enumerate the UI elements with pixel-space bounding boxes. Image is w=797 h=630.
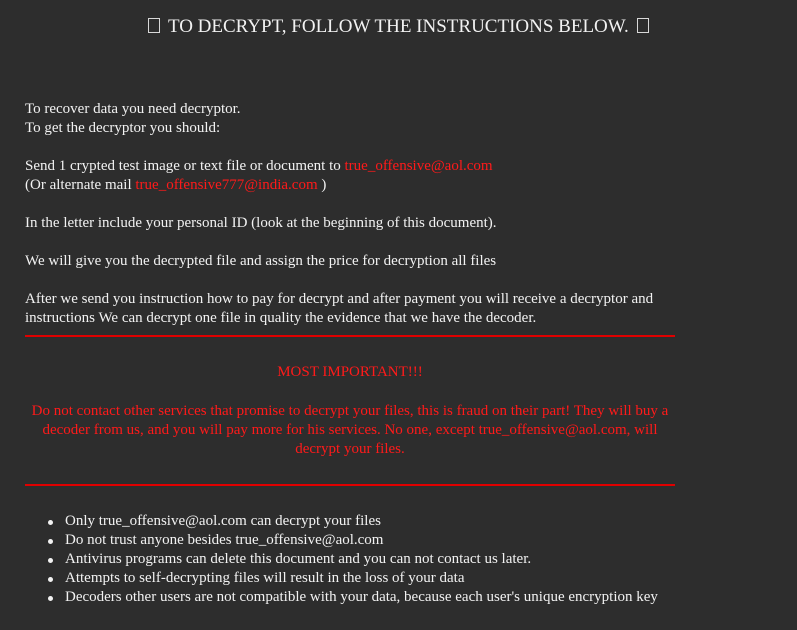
list-item — [25, 550, 658, 569]
list-item-text: Attempts to self-decrypting files will result in the loss of your data — [65, 570, 465, 586]
most-important-heading: MOST IMPORTANT!!! — [277, 364, 423, 380]
list-item — [25, 569, 658, 588]
warning-line-3: decrypt your files. — [295, 441, 405, 457]
list-item-text: Antivirus programs can delete this document and you can not contact us later. — [65, 551, 532, 567]
alternate-mail-prefix: (Or alternate mail — [25, 177, 132, 193]
bottom-divider — [25, 484, 675, 486]
send-instruction — [25, 157, 685, 176]
primary-email: true_offensive@aol.com — [344, 158, 493, 174]
page-title — [0, 16, 797, 38]
warning-line-2: decoder from us, and you will pay more for his services. No one, except true_offensive@aol.com, will — [42, 422, 658, 438]
list-item — [25, 512, 658, 531]
instructions-content — [25, 100, 685, 328]
intro-line-2: To get the decryptor you should: — [25, 120, 221, 136]
alternate-email: true_offensive777@india.com — [135, 177, 318, 193]
warning-line-1: Do not contact other services that promise to decrypt your files, this is fraud on their part! They will buy a — [31, 403, 669, 419]
page-title-text: TO DECRYPT, FOLLOW THE INSTRUCTIONS BELOW. — [167, 16, 629, 37]
rules-list — [25, 512, 658, 607]
send-text: Send 1 crypted test image or text file or document to — [25, 158, 341, 174]
decrypted-file-paragraph: We will give you the decrypted file and assign the price for decryption all files — [25, 253, 497, 269]
alternate-mail-line — [25, 176, 685, 195]
payment-paragraph-line-1: After we send you instruction how to pay for decrypt and after payment you will receive a decryptor and — [25, 291, 654, 307]
personal-id-paragraph: In the letter include your personal ID (look at the beginning of this document). — [25, 215, 497, 231]
bullet-icon — [48, 520, 53, 525]
intro-line-1: To recover data you need decryptor. — [25, 101, 241, 117]
list-item — [25, 531, 658, 550]
list-item-text: Only true_offensive@aol.com can decrypt your files — [65, 513, 381, 529]
list-item-text: Decoders other users are not compatible with your data, because each user's unique encryption key — [65, 589, 658, 605]
payment-paragraph-line-2: instructions We can decrypt one file in quality the evidence that we have the decoder. — [25, 310, 537, 326]
bullet-icon — [48, 558, 53, 563]
alternate-mail-suffix: ) — [321, 177, 327, 193]
most-important-warning — [25, 402, 675, 459]
unknown-glyph-icon — [637, 18, 649, 33]
bullet-icon — [48, 577, 53, 582]
unknown-glyph-icon — [148, 18, 160, 33]
list-item-text: Do not trust anyone besides true_offensive@aol.com — [65, 532, 384, 548]
bullet-icon — [48, 596, 53, 601]
list-item — [25, 588, 658, 607]
top-divider — [25, 335, 675, 337]
bullet-icon — [48, 539, 53, 544]
